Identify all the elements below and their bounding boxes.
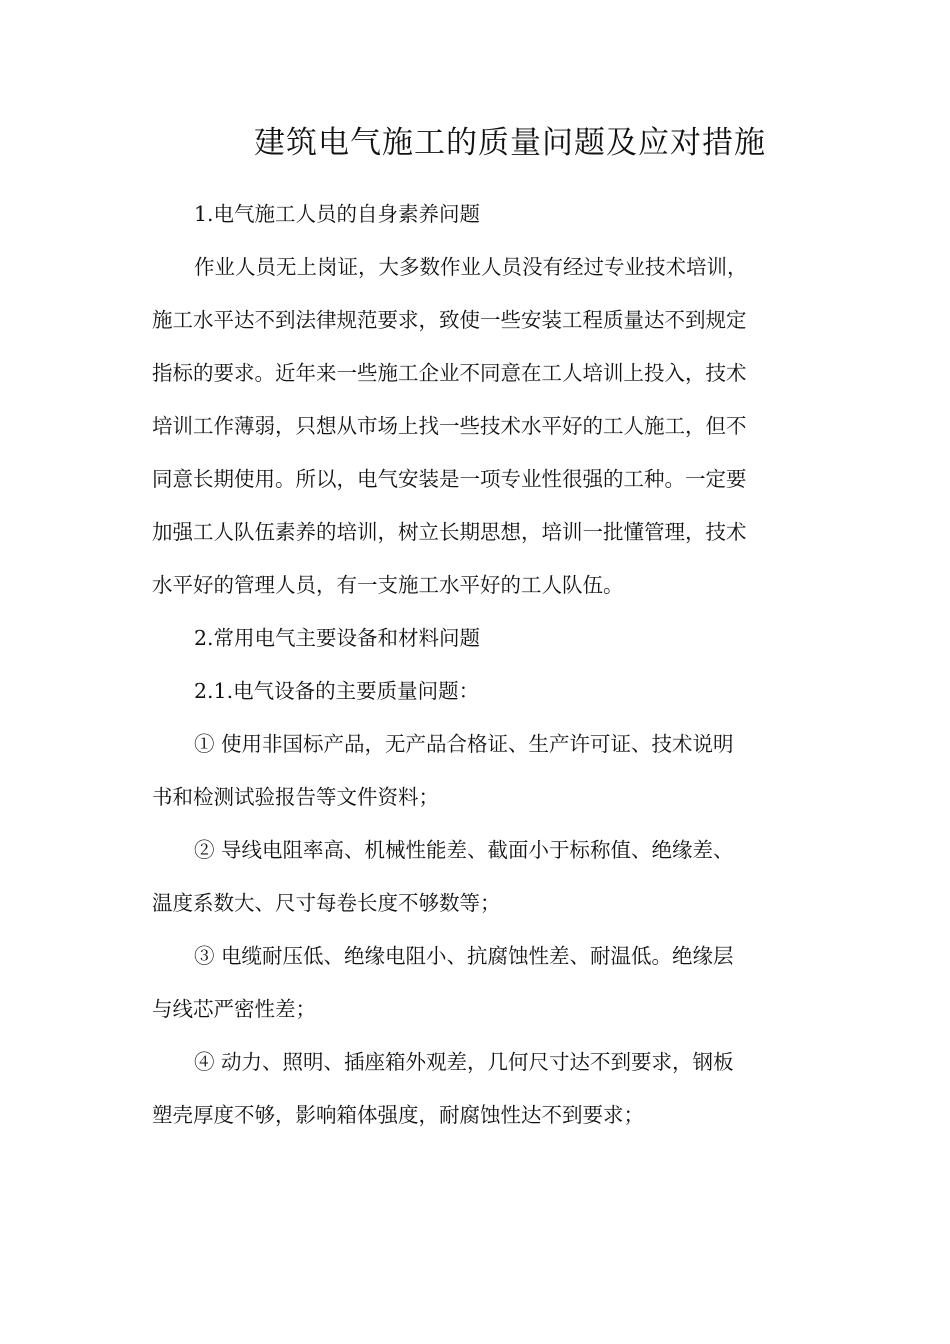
list-item (152, 824, 812, 930)
text-line: ④ 动力、照明、插座箱外观差，几何尺寸达不到要求，钢板 (194, 1050, 734, 1074)
body-paragraph (152, 241, 812, 612)
list-item (152, 930, 812, 1036)
text-line: 培训工作薄弱，只想从市场上找一些技术水平好的工人施工，但不 (152, 414, 747, 438)
text-line: 2.常用电气主要设备和材料问题 (194, 626, 481, 650)
list-item (152, 1036, 812, 1142)
subsection-heading (152, 665, 812, 718)
text-line: 指标的要求。近年来一些施工企业不同意在工人培训上投入，技术 (152, 361, 747, 385)
text-line: 1.电气施工人员的自身素养问题 (194, 202, 481, 226)
text-line: ① 使用非国标产品，无产品合格证、生产许可证、技术说明 (194, 732, 734, 756)
text-line: ② 导线电阻率高、机械性能差、截面小于标称值、绝缘差、 (194, 838, 734, 862)
text-line: 同意长期使用。所以，电气安装是一项专业性很强的工种。一定要 (152, 467, 747, 491)
text-line: 作业人员无上岗证，大多数作业人员没有经过专业技术培训， (194, 255, 748, 279)
section-heading (152, 188, 812, 241)
text-line: 书和检测试验报告等文件资料； (152, 785, 439, 809)
section-heading (152, 612, 812, 665)
text-line: ③ 电缆耐压低、绝缘电阻小、抗腐蚀性差、耐温低。绝缘层 (194, 944, 734, 968)
text-line: 施工水平达不到法律规范要求，致使一些安装工程质量达不到规定 (152, 308, 747, 332)
text-line: 水平好的管理人员，有一支施工水平好的工人队伍。 (152, 573, 624, 597)
text-line: 2.1.电气设备的主要质量问题： (194, 679, 480, 703)
document-title: 建筑电气施工的质量问题及应对措施 (254, 125, 766, 161)
document-body (152, 188, 812, 1142)
text-line: 塑壳厚度不够，影响箱体强度，耐腐蚀性达不到要求； (152, 1103, 644, 1127)
text-line: 温度系数大、尺寸每卷长度不够数等； (152, 891, 501, 915)
list-item (152, 718, 812, 824)
text-line: 加强工人队伍素养的培训，树立长期思想，培训一批懂管理，技术 (152, 520, 747, 544)
text-line: 与线芯严密性差； (152, 997, 316, 1021)
